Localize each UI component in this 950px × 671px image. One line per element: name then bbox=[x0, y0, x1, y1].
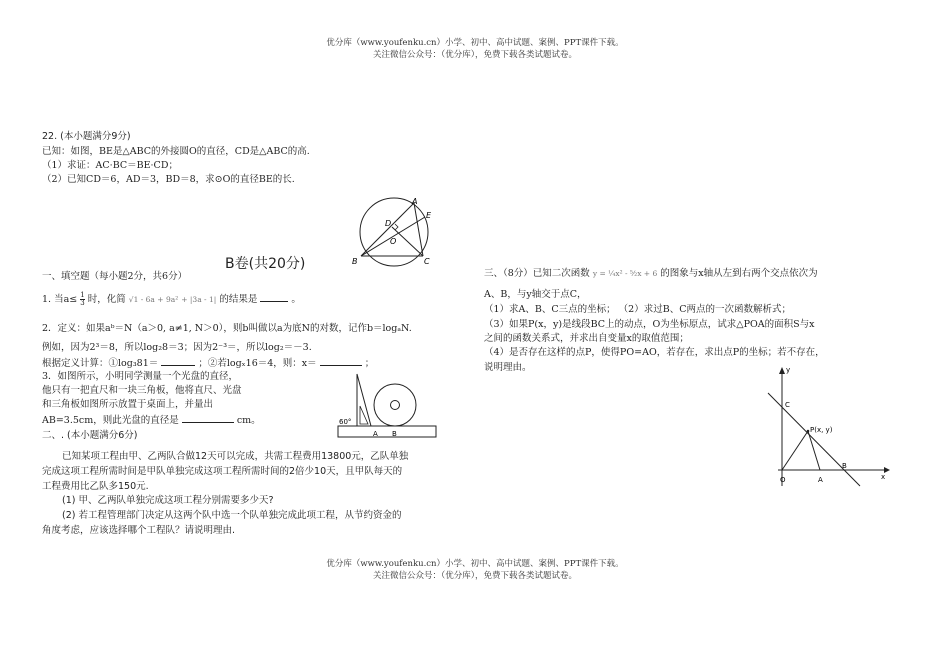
part2-question-2: (2) 若工程管理部门决定从这两个队中选一个队单独完成此项工程，从节约资金的 bbox=[62, 510, 402, 521]
coordinate-figure bbox=[762, 362, 890, 492]
item-1 bbox=[42, 291, 301, 308]
part2-line-1: 已知某项工程由甲、乙两队合做12天可以完成，共需工程费用13800元，乙队单独 bbox=[62, 451, 409, 462]
part3-q3-line-1: （3）如果P(x，y)是线段BC上的动点，O为坐标原点，试求△POA的面积S与x bbox=[484, 319, 815, 330]
segment-ac bbox=[414, 203, 423, 256]
label-o: O bbox=[390, 237, 397, 246]
label-b: B bbox=[352, 257, 358, 266]
set-square bbox=[357, 374, 371, 426]
segment-ba bbox=[361, 203, 414, 256]
label-c: C bbox=[424, 257, 430, 266]
label-d: D bbox=[385, 219, 392, 228]
item1-fraction bbox=[80, 292, 84, 307]
segment-pa bbox=[808, 431, 820, 470]
label-point-p: P(x, y) bbox=[810, 426, 833, 434]
right-angle-mark bbox=[395, 224, 398, 230]
page-footer bbox=[0, 558, 950, 582]
footer-line-1: 优分库（www.youfenku.cn）小学、初中、高中试题、案例、PPT课件下载。 bbox=[326, 559, 624, 569]
q22-line-1: 已知：如图，BE是△ABC的外接圆O的直径，CD是△ABC的高. bbox=[42, 146, 310, 157]
part3-line-1 bbox=[484, 267, 818, 282]
part2-question-1: (1) 甲、乙两队单独完成这项工程分别需要多少天? bbox=[62, 495, 274, 506]
part1-title: 一、填空题（每小题2分，共6分） bbox=[42, 271, 188, 282]
label-point-c: C bbox=[785, 401, 790, 409]
item2-answer-blank-2[interactable] bbox=[320, 355, 362, 366]
label-point-a: A bbox=[818, 476, 823, 484]
item1-frac-den: 3 bbox=[80, 299, 85, 307]
item3-text: AB=3.5cm，则此光盘的直径是 bbox=[42, 415, 179, 426]
q22-line-2: （1）求证：AC·BC＝BE·CD； bbox=[42, 160, 178, 171]
part3-q1-q2: （1）求A、B、C三点的坐标； （2）求过B、C两点的一次函数解析式； bbox=[484, 304, 791, 315]
part3-q4-line-1: （4）是否存在这样的点P，使得PO=AO，若存在，求出点P的坐标；若不存在， bbox=[484, 347, 825, 358]
part2-question-2-cont: 角度考虑，应该选择哪个工程队？请说明理由. bbox=[42, 525, 236, 536]
part3-line-2: A、B，与y轴交于点C， bbox=[484, 289, 587, 300]
part3-q4-line-2: 说明理由。 bbox=[484, 362, 532, 373]
label-origin: O bbox=[780, 476, 786, 484]
item1-post: 的结果是 bbox=[219, 294, 258, 305]
item-2-line-1: 2．定义：如果aᵇ＝N（a＞0, a≠1, N＞0），则b叫做以a为底N的对数，记作b＝logₐN. bbox=[42, 323, 412, 334]
item1-pre: 1. 当a≤ bbox=[42, 294, 78, 305]
item1-end: 。 bbox=[291, 294, 301, 305]
item1-answer-blank[interactable] bbox=[260, 291, 288, 302]
item1-mid: 时，化简 bbox=[87, 294, 126, 305]
page-header bbox=[0, 37, 950, 61]
angle-label: 60° bbox=[339, 418, 352, 426]
part3-intro-cont: 的图象与x轴从左到右两个交点依次为 bbox=[660, 268, 818, 279]
item-3-line-4 bbox=[42, 412, 261, 429]
item1-plus: + |3a - 1| bbox=[181, 295, 217, 304]
label-a: A bbox=[412, 197, 418, 206]
circle-figure bbox=[348, 196, 440, 270]
item2-calc-1: 根据定义计算：①log₃81＝ bbox=[42, 358, 159, 369]
footer-line-2: 关注微信公众号：（优分库），免费下载各类试题试卷。 bbox=[372, 571, 577, 581]
item-3-line-2: 他只有一把直尺和一块三角板，他将直尺、光盘 bbox=[42, 385, 242, 396]
disc-label-b: B bbox=[392, 430, 397, 438]
point-p bbox=[807, 430, 810, 433]
item2-calc-2: ；②若logₓ16＝4，则：x＝ bbox=[198, 358, 317, 369]
item-3-line-3: 和三角板如图所示放置于桌面上，并量出 bbox=[42, 399, 214, 410]
item1-frac-num: 1 bbox=[80, 291, 85, 299]
part3-intro: 三、（8分）已知二次函数 bbox=[484, 268, 590, 279]
item2-end: ； bbox=[364, 358, 375, 369]
header-line-1: 优分库（www.youfenku.cn）小学、初中、高中试题、案例、PPT课件下载。 bbox=[326, 38, 624, 48]
item2-answer-blank-1[interactable] bbox=[161, 355, 195, 366]
disc-label-a: A bbox=[373, 430, 378, 438]
item3-answer-blank[interactable] bbox=[182, 412, 234, 423]
part2-title: 二、. (本小题满分6分) bbox=[42, 430, 138, 441]
section-b-title: B卷(共20分) bbox=[225, 256, 306, 272]
header-line-2: 关注微信公众号：（优分库），免费下载各类试题试卷。 bbox=[372, 50, 577, 60]
item1-radical: √1 - 6a + 9a² bbox=[128, 295, 179, 304]
quadratic-formula: y = ¼x² - ⁵⁄₂x + 6 bbox=[592, 269, 658, 278]
y-axis-arrow bbox=[779, 367, 785, 374]
q22-title: 22. (本小题满分9分) bbox=[42, 131, 131, 142]
item-3-line-1: 3．如图所示，小明同学测量一个光盘的直径， bbox=[42, 371, 239, 382]
disc-hole bbox=[391, 401, 400, 410]
item3-unit: cm。 bbox=[236, 415, 261, 426]
item-2-line-2: 例如，因为2³＝8，所以log₂8＝3；因为2⁻³＝，所以log₂＝－3. bbox=[42, 342, 312, 353]
axis-label-y: y bbox=[786, 366, 791, 374]
axis-label-x: x bbox=[881, 473, 886, 481]
part2-line-3: 工程费用比乙队多150元. bbox=[42, 481, 149, 492]
label-e: E bbox=[426, 211, 432, 220]
part2-line-2: 完成这项工程所需时间是甲队单独完成这项工程所需时间的2倍少10天，且甲队每天的 bbox=[42, 466, 403, 477]
part3-q3-line-2: 之间的函数关系式，并求出自变量x的取值范围； bbox=[484, 333, 689, 344]
label-point-b: B bbox=[842, 462, 847, 470]
q22-line-3: （2）已知CD＝6，AD＝3，BD＝8，求⊙O的直径BE的长. bbox=[42, 174, 295, 185]
segment-op bbox=[782, 431, 808, 470]
ruler bbox=[338, 426, 436, 437]
disc-outer bbox=[374, 384, 416, 426]
disc-figure bbox=[335, 370, 439, 440]
